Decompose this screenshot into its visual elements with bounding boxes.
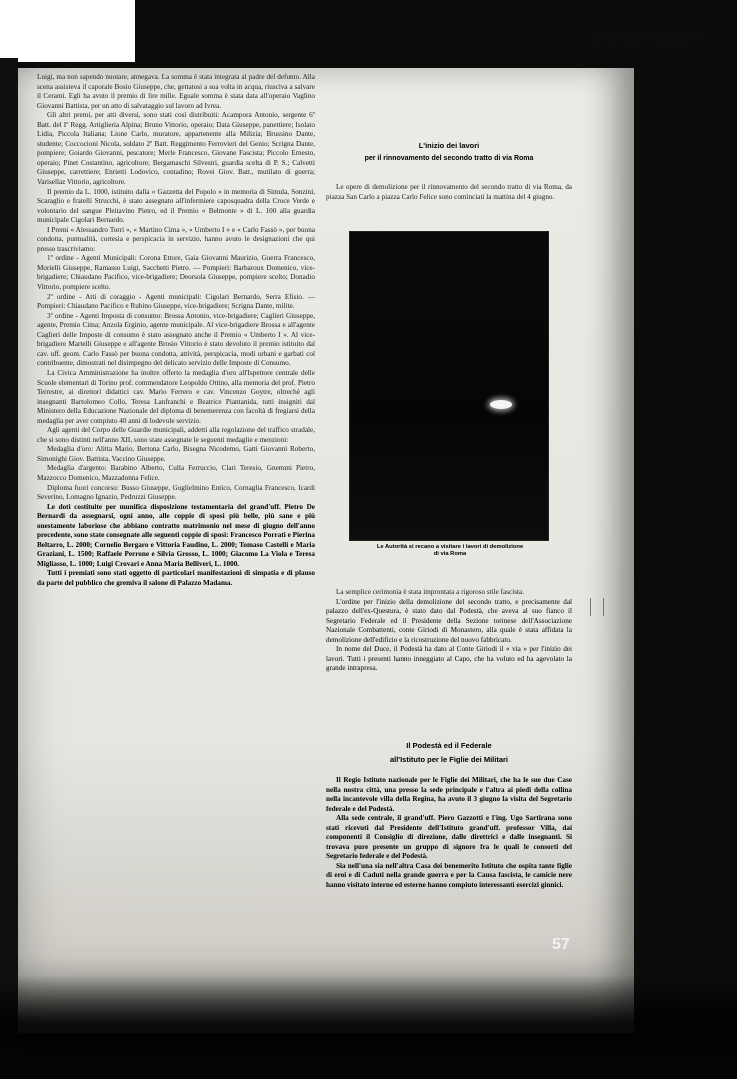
section-title-podesta: Il Podestà ed il Federale <box>406 741 492 750</box>
left-paragraph: I Premi « Alessandro Torri », « Martino Cima », « Umberto I » e « Carlo Fassò », per buona condotta, puntualità, cortesia e perspicacia in servizio, hanno avuto le designazioni che qui presso trascriviamo: <box>37 225 315 253</box>
bottom-shadow <box>0 975 737 1079</box>
left-paragraph: 2º ordine - Atti di coraggio - Agenti municipali: Cigolari Bernardo, Serra Efisio. — Pompieri: Chiaudano Pacifico e Rubino Giuseppe, vice-brigadiere; Scrigna Dante, milite. <box>37 292 315 311</box>
right-paragraph: Il Regio Istituto nazionale per le Figlie dei Militari, che ha le sue due Case nella nostra città, una presso la sede principale e l'altra ai piedi della collina nella incantevole villa della Regina, ha avuto il 3 giugno la visita del Segretario federale e del Podestà. <box>326 776 572 813</box>
right-paragraph: Le opere di demolizione per il rinnovamento del secondo tratto di via Roma, da piazza San Carlo a piazza Carlo Felice sono cominciati la mattina del 4 giugno. <box>326 183 572 201</box>
page-left-shadow <box>0 58 18 1079</box>
margin-marks <box>590 598 604 616</box>
right-paragraph: La semplice cerimonia è stata improntata a rigoroso stile fascista. <box>336 588 525 596</box>
right-paragraph: Alla sede centrale, il grand'uff. Piero Gazzotti e l'ing. Ugo Sartirana sono stati ricevuti dal Presidente dell'Istituto grand'uff. professor Villa, dai componenti il Consiglio di direzione, dalle direttrici e dalle insegnanti. Si trovava pure presente un gruppo di signore fra le quali le consorti del Segretario federale e del Podestà. <box>326 814 572 861</box>
photo-caption-line: Le Autorità si recano a visitare i lavori di demolizione <box>376 544 524 550</box>
left-paragraph: 3º ordine - Agenti Imposta di consumo: Brossa Antonio, vice-brigadiere; Caglieri Giuseppe, agente, Premio Cima; Anzola Erginio, agente municipale. Al vice-brigadiere Brossa e all'agente Caglieri delle Imposte di consumo è stato assegnato anche il Premio « Umberto I ». Al vice-brigadiere Martelli Giuseppe e all'agente Brosio Vittorio è stato devoluto il premio istituito dal cav. uff. geom. Carlo Fassò per buona condotta, attività, perspicacia, modi urbani e garbati col contribuente, dimostrati nel disimpegno del delicato servizio delle Imposte di Consumo. <box>37 311 315 368</box>
left-paragraph: Le doti costituite per munifica disposizione testamentaria del grand'uff. Pietro De Bernardi da assegnarsi, ogni anno, alle coppie di sposi più belle, più sane e più onestamente laboriose che abbiano contratto matrimonio nel mese di giugno dell'anno precedente, sono state consegnate alle seguenti coppie di sposi: Francesco Porrati e Pierina Beltarro, L. 2000; Cornelio Bergaro e Vittoria Faudino, L. 2000; Tomaso Castelli e Maria Graziani, L. 1500; Raffaele Perrone e Silvia Grosso, L. 1000; Giacomo La Viola e Teresa Migliasso, L. 1000; Luigi Crovari e Anna Maria Belliveri, L. 1000. <box>37 502 315 568</box>
left-paragraph: Diploma fuori concorso: Busso Giuseppe, Guglielmino Entico, Cornaglia Francesco, Icardi Severino, Lomagno Ignazio, Pedruzzi Giuseppe. <box>37 483 315 502</box>
page-number: 57 <box>552 936 570 953</box>
left-paragraph: Il premio da L. 1000, istituito dalla « Gazzetta del Popolo » in memoria di Simula, Sonzini, Scaraglio e fratelli Strucchi, è stato assegnato all'infermiere caposquadra della Croce Verde e volontario del sangue Pleitavino Pietro, ed il Premio « Belmonte » di L. 100 alla guardia municipale Cigolari Bernardo. <box>37 187 315 225</box>
photo-caption <box>347 544 553 558</box>
demolition-photo <box>349 231 549 541</box>
left-paragraph: Luigi, ma non sapendo nuotare, annegava. La somma è stata integrata al padre del defunto. Alla scena assisteva il caporale Bosio Giuseppe, che, gettatosi a sua volta in acqua, riusciva a salvare il Cerami. Egli ha avuto il premio di lire mille. Eguale somma è stata data all'operaio Vaglino Giovanni Battista, per un atto di salvataggio sul lavoro ad Ivrea. <box>37 73 315 110</box>
right-column-section2 <box>326 776 572 891</box>
right-column-section1 <box>326 588 572 674</box>
scan-white-corner <box>0 0 135 62</box>
left-paragraph: Medaglia d'oro: Alitta Mario, Bertona Carlo, Bisegna Nicodemo, Gatti Giovanni Roberto, Simonighi Giov. Battista, Vaccino Giuseppe. <box>37 445 315 463</box>
right-intro <box>326 183 572 202</box>
photo-caption-line: di via Roma <box>433 551 467 557</box>
photo-light <box>490 400 512 409</box>
right-paragraph: Sia nell'una sia nell'altra Casa dei benemerito Istituto che ospita tante figlie di eroi e di Caduti nella grande guerra e per la Causa fascista, le camicie nere hanno visitato interne ed esterne hanno compiuto interessanti esercizi ginnici. <box>326 861 572 890</box>
right-paragraph: In nome del Duce, il Podestà ha dato al Conte Giriodi il « via » per l'inizio dei lavori. Tutti i presenti hanno inneggiato al Capo, che ha voluto ed ha agevolato la grande intrapresa. <box>326 645 572 673</box>
section-title-inizio: L'inizio dei lavori <box>418 141 480 150</box>
section-subtitle-podesta: all'Istituto per le Figlie dei Militari <box>389 755 509 764</box>
right-paragraph: L'ordine per l'inizio della demolizione del secondo tratto, e precisamente dal palazzo dell'ex-Questura, è stato dato dal Podestà, che aveva al suo fianco il Segretario Federale ed il Presidente della Sezione torinese dell'Associazione Nazionale Combattenti, conte Giriodi di Monastero, alla quale è stata affidata la demolizione dell'edificio e la ricostruzione del nuovo fabbricato. <box>326 597 572 644</box>
left-paragraph: Medaglia d'argento: Barabino Alberto, Culla Ferruccio, Clari Teresio, Gnemmi Pietro, Mazzocco Domenico, Mazzadonna Felice. <box>37 464 315 482</box>
left-paragraph: Gli altri premi, per atti diversi, sono stati così distribuiti: Acampora Antonio, sergente 6º Batt. del Iº Regg. Artiglieria Alpina; Bruno Vittorio, operaio; Data Giuseppe, panettiere; Isolato Lidia, Piccola Italiana; Lione Carlo, muratore, appartenente alla Milizia; Brussino Dante, studente; Coccocioni Nicola, soldato 2º Batt. Reggimento Ferrovieri del Genio; Scrigna Dante, pompiere; Goiardo Giovanni, pescatore; Merle Francesco, Giovane Fascista; Piccolo Ernesto, operaio; Pinet Costantino, agricoltore; Bergamaschi Silvestri, guardia scelta di P. S.; Calvetti Giuseppe, carrettiere; Enrietti Lodovico, contadino; Rovei Giov. Batt., mutilato di guerra; Varisellaz Vittorio, agricoltore. <box>37 111 315 187</box>
left-column <box>37 73 315 589</box>
section-subtitle-inizio: per il rinnovamento del secondo tratto di via Roma <box>364 155 534 162</box>
left-paragraph: 1º ordine - Agenti Municipali: Corona Ettore, Gaia Giovanni Maurizio, Guerra Francesco, Morielli Giuseppe, Ramasso Luigi, Sacchetti Pietro. — Pompieri: Barbaroux Domenico, vice-brigadiere; Chiaudano Pacifico, vice-brigadiere; Deorsola Giuseppe, pompiere scelto; Donadio Vittorio, pompiere scelto. <box>37 254 315 292</box>
left-paragraph: La Civica Amministrazione ha inoltre offerto la medaglia d'oro all'Ispettore centrale delle Scuole elementari di Torino prof. commendatore Leopoldo Ottino, alla memoria del prof. Pietro Terrestre, ai direttori didattici cav. Mario Ferrero e cav. Vincenzo Goytre, oltrechè agli insegnanti Bartolomeo Collo, Teresa Lanfranchi e Beatrice Piantanida, tutti insigniti dal Ministero della Educazione Nazionale del diploma di benemerenza con facoltà di fregiarsi della medaglia per aver compiuto 40 anni di lodevole servizio. <box>37 368 315 425</box>
running-header: VITA CITTADINA <box>593 30 699 45</box>
left-paragraph: Tutti i premiati sono stati oggetto di particolari manifestazioni di simpatia e di plauso da parte del pubblico che gremiva il salone di Palazzo Madama. <box>37 569 315 587</box>
left-paragraph: Agli agenti del Corpo delle Guardie municipali, addetti alla regolazione del traffico stradale, che si sono distinti nell'anno XII, sono state assegnate le seguenti medaglie e menzioni: <box>37 426 315 444</box>
